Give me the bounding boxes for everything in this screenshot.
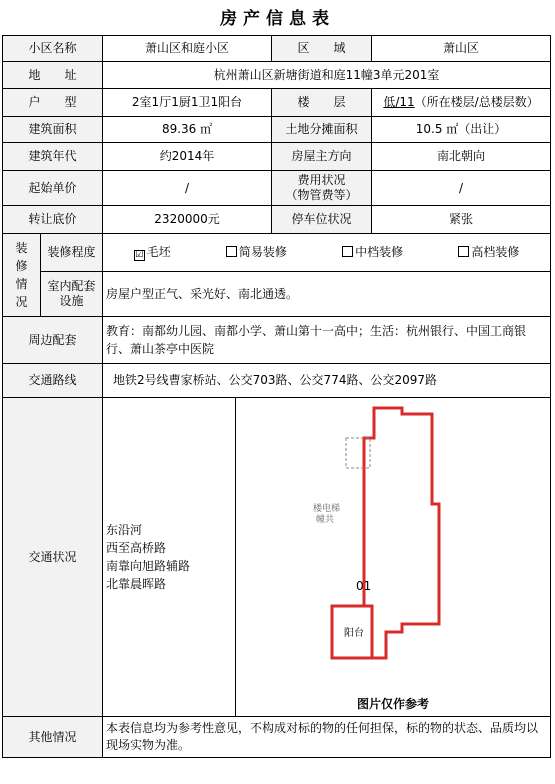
fee-value: / [372,171,551,206]
facility-label: 室内配套设施 [41,272,103,317]
decoration-group-text: 装修情况 [15,241,28,309]
traffic-line: 东沿河 [106,523,143,537]
option-label: 高档装修 [471,245,520,259]
decoration-option-simple[interactable] [226,245,287,260]
parking-value: 紧张 [372,206,551,234]
parking-label: 停车位状况 [272,206,372,234]
floorplan-cell [236,398,551,717]
surroundings-label: 周边配套 [3,317,103,364]
floor-label: 楼 层 [272,89,372,117]
checkbox-icon[interactable]: ☑ [135,249,144,260]
transit-routes-value: 地铁2号线曹家桥站、公交703路、公交774路、公交2097路 [103,364,551,398]
floorplan-stair-area [346,438,370,468]
facility-value: 房屋户型正气、采光好、南北通透。 [103,272,551,317]
table-row [3,364,551,398]
traffic-line: 西至高桥路 [106,541,167,555]
floorplan-outline [332,408,439,658]
table-row [3,398,551,717]
traffic-lines [103,398,236,717]
table-row [3,143,551,171]
year-label: 建筑年代 [3,143,103,171]
floorplan-caption: 图片仅作参考 [357,697,430,711]
orientation-label: 房屋主方向 [272,143,372,171]
option-label: 简易装修 [238,245,287,259]
elevator-label-1: 楼电梯 [313,504,341,514]
district-value: 萧山区 [372,36,551,62]
unit-label: 01 [356,579,372,593]
transfer-price-label: 转让底价 [3,206,103,234]
checkbox-icon[interactable] [226,246,237,257]
property-info-table [2,35,551,758]
table-row [3,171,551,206]
table-row [3,206,551,234]
decoration-option-rough[interactable] [134,245,171,261]
layout-value: 2室1厅1厨1卫1阳台 [103,89,272,117]
transfer-price-value: 2320000元 [103,206,272,234]
decoration-option-high[interactable] [458,245,519,260]
option-label: 中档装修 [355,245,404,259]
table-row [3,717,551,758]
orientation-value: 南北朝向 [372,143,551,171]
land-area-value: 10.5 ㎡（出让） [372,117,551,143]
table-row [3,117,551,143]
decoration-level-label: 装修程度 [41,234,103,272]
elevator-label-2: 幢共 [316,515,335,525]
traffic-line: 南靠向旭路辅路 [106,559,191,573]
fee-label [272,171,372,206]
district-label: 区 域 [272,36,372,62]
decoration-option-mid[interactable] [342,245,403,260]
land-area-label: 土地分摊面积 [272,117,372,143]
floorplan-drawing [236,398,551,716]
floor-value-note: （所在楼层/总楼层数） [414,95,539,109]
table-row [3,89,551,117]
decoration-options [103,234,551,272]
table-row [3,272,551,317]
table-row [3,36,551,62]
floor-value-level: 低/11 [383,95,415,109]
checkbox-icon[interactable] [458,246,469,257]
surroundings-value: 教育：南都幼儿园、南都小学、萧山第十一高中；生活：杭州银行、中国工商银行、萧山茶亭中医院 [103,317,551,364]
floor-value [372,89,551,117]
page-title: 房产信息表 [220,9,335,29]
area-value: 89.36 ㎡ [103,117,272,143]
decoration-group-label [3,234,41,317]
traffic-label: 交通状况 [3,398,103,717]
start-price-label: 起始单价 [3,171,103,206]
other-value: 本表信息均为参考性意见，不构成对标的物的任何担保，标的物的状态、品质均以现场实物为准。 [103,717,551,758]
option-label: 毛坯 [146,244,171,259]
table-row [3,317,551,364]
year-value: 约2014年 [103,143,272,171]
address-label: 地 址 [3,62,103,89]
table-row [3,234,551,272]
community-label: 小区名称 [3,36,103,62]
layout-label: 户 型 [3,89,103,117]
table-row [3,62,551,89]
balcony-label: 阳台 [344,628,365,639]
area-label: 建筑面积 [3,117,103,143]
fee-label-line1: 费用状况 [297,173,346,187]
traffic-line: 北靠晨晖路 [106,577,167,591]
community-value: 萧山区和庭小区 [103,36,272,62]
address-value: 杭州萧山区新塘街道和庭11幢3单元201室 [103,62,551,89]
transit-routes-label: 交通路线 [3,364,103,398]
checkbox-icon[interactable] [342,246,353,257]
other-label: 其他情况 [3,717,103,758]
start-price-value: / [103,171,272,206]
floorplan [236,398,550,716]
fee-label-line2: （物管费等） [285,188,358,202]
